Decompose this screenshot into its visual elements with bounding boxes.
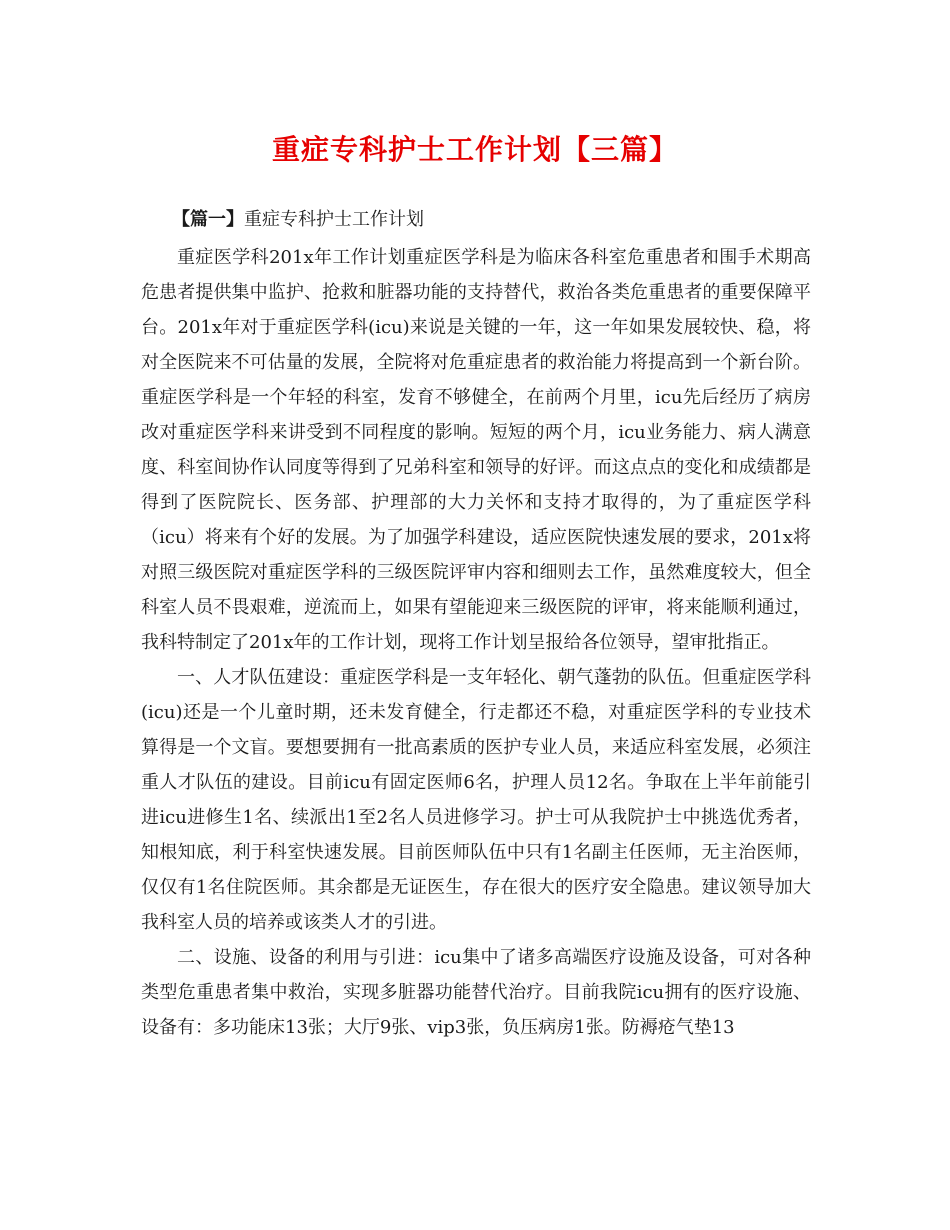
document-title: 重症专科护士工作计划【三篇】 xyxy=(271,133,678,166)
section-heading-text: 重症专科护士工作计划 xyxy=(244,209,424,230)
paragraph-equipment: 二、设施、设备的利用与引进：icu集中了诸多高端医疗设施及设备，可对各种类型危重患者集中救治，实现多脏器功能替代治疗。目前我院icu拥有的医疗设施、设备有：多功能床13张；大厅9张、vip3张，负压病房1张。防褥疮气垫13 xyxy=(141,947,811,1038)
section-heading xyxy=(172,206,424,234)
paragraph-talent-team: 一、人才队伍建设：重症医学科是一支年轻化、朝气蓬勃的队伍。但重症医学科(icu)还是一个儿童时期，还未发育健全，行走都还不稳，对重症医学科的专业技术算得是一个文盲。要想要拥有一批高素质的医护专业人员，来适应科室发展，必须注重人才队伍的建设。目前icu有固定医师6名，护理人员12名。争取在上半年前能引进icu进修生1名、续派出1至2名人员进修学习。护士可从我院护士中挑选优秀者，知根知底，利于科室快速发展。目前医师队伍中只有1名副主任医师，无主治医师，仅仅有1名住院医师。其余都是无证医生，存在很大的医疗安全隐患。建议领导加大我科室人员的培养或该类人才的引进。 xyxy=(141,667,811,933)
paragraph-intro: 重症医学科201x年工作计划重症医学科是为临床各科室危重患者和围手术期高危患者提供集中监护、抢救和脏器功能的支持替代，救治各类危重患者的重要保障平台。201x年对于重症医学科(icu)来说是关键的一年，这一年如果发展较快、稳，将对全医院来不可估量的发展，全院将对危重症患者的救治能力将提高到一个新台阶。重症医学科是一个年轻的科室，发育不够健全，在前两个月里，icu先后经历了病房改对重症医学科来讲受到不同程度的影响。短短的两个月，icu业务能力、病人满意度、科室间协作认同度等得到了兄弟科室和领导的好评。而这点点的变化和成绩都是得到了医院院长、医务部、护理部的大力关怀和支持才取得的，为了重症医学科（icu）将来有个好的发展。为了加强学科建设，适应医院快速发展的要求，201x将对照三级医院对重症医学科的三级医院评审内容和细则去工作，虽然难度较大，但全科室人员不畏艰难，逆流而上，如果有望能迎来三级医院的评审，将来能顺利通过，我科特制定了201x年的工作计划，现将工作计划呈报给各位领导，望审批指正。 xyxy=(141,247,811,653)
document-body xyxy=(141,240,811,1045)
section-heading-bracket: 【篇一】 xyxy=(172,209,244,230)
